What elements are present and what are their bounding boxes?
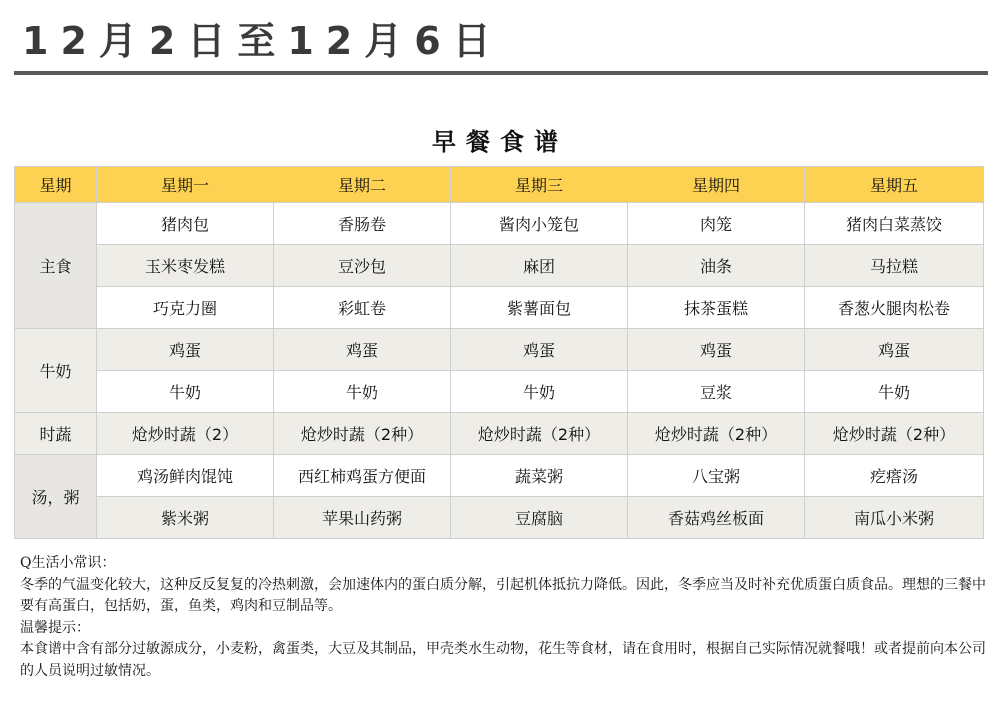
menu-cell: 西红柿鸡蛋方便面 <box>274 455 451 497</box>
menu-cell: 抹茶蛋糕 <box>628 287 805 329</box>
menu-cell: 香葱火腿肉松卷 <box>805 287 984 329</box>
menu-cell: 牛奶 <box>451 371 628 413</box>
menu-cell: 鸡蛋 <box>451 329 628 371</box>
menu-cell: 巧克力圈 <box>97 287 274 329</box>
date-range-title: 12月2日至12月6日 <box>22 19 503 63</box>
title-divider <box>14 71 988 75</box>
header-weekday-label: 星期 <box>15 167 97 203</box>
category-staple: 主食 <box>15 203 97 329</box>
menu-cell: 苹果山药粥 <box>274 497 451 539</box>
header-friday: 星期五 <box>805 167 984 203</box>
menu-cell: 豆沙包 <box>274 245 451 287</box>
table-row <box>15 245 984 287</box>
menu-cell: 鸡蛋 <box>97 329 274 371</box>
menu-cell: 牛奶 <box>274 371 451 413</box>
menu-cell: 牛奶 <box>805 371 984 413</box>
menu-cell: 鸡蛋 <box>628 329 805 371</box>
tip-text: 冬季的气温变化较大，这种反反复复的冷热刺激，会加速体内的蛋白质分解，引起机体抵抗力降低。因此，冬季应当及时补充优质蛋白质食品。理想的三餐中要有高蛋白，包括奶，蛋，鱼类，鸡肉和豆制品等。 <box>20 576 986 614</box>
menu-cell: 豆腐脑 <box>451 497 628 539</box>
warning-heading: 温馨提示： <box>20 619 90 636</box>
table-row <box>15 287 984 329</box>
menu-cell: 蔬菜粥 <box>451 455 628 497</box>
menu-cell: 彩虹卷 <box>274 287 451 329</box>
menu-cell: 牛奶 <box>97 371 274 413</box>
menu-cell: 炝炒时蔬（2） <box>97 413 274 455</box>
category-milk: 牛奶 <box>15 329 97 413</box>
header-monday: 星期一 <box>97 167 274 203</box>
table-row <box>15 329 984 371</box>
menu-title: 早餐食谱 <box>432 127 568 156</box>
header-row <box>15 167 984 203</box>
header-wednesday: 星期三 <box>451 167 628 203</box>
menu-cell: 油条 <box>628 245 805 287</box>
menu-cell: 紫米粥 <box>97 497 274 539</box>
breakfast-menu-table <box>14 166 984 539</box>
menu-cell: 炝炒时蔬（2种） <box>628 413 805 455</box>
category-vegetables: 时蔬 <box>15 413 97 455</box>
table-row <box>15 413 984 455</box>
table-row <box>15 371 984 413</box>
menu-cell: 马拉糕 <box>805 245 984 287</box>
menu-cell: 炝炒时蔬（2种） <box>451 413 628 455</box>
menu-cell: 豆浆 <box>628 371 805 413</box>
menu-cell: 鸡汤鲜肉馄饨 <box>97 455 274 497</box>
menu-cell: 炝炒时蔬（2种） <box>805 413 984 455</box>
menu-cell: 疙瘩汤 <box>805 455 984 497</box>
menu-cell: 八宝粥 <box>628 455 805 497</box>
menu-cell: 紫薯面包 <box>451 287 628 329</box>
warning-text: 本食谱中含有部分过敏源成分，小麦粉，禽蛋类，大豆及其制品，甲壳类水生动物，花生等食材，请在食用时，根据自己实际情况就餐哦！或者提前向本公司的人员说明过敏情况。 <box>20 641 986 679</box>
menu-cell: 酱肉小笼包 <box>451 203 628 245</box>
menu-cell: 南瓜小米粥 <box>805 497 984 539</box>
menu-cell: 肉笼 <box>628 203 805 245</box>
menu-cell: 香肠卷 <box>274 203 451 245</box>
menu-cell: 猪肉白菜蒸饺 <box>805 203 984 245</box>
category-soup-porridge: 汤，粥 <box>15 455 97 539</box>
menu-cell: 鸡蛋 <box>274 329 451 371</box>
menu-cell: 玉米枣发糕 <box>97 245 274 287</box>
notes-section <box>20 553 986 682</box>
menu-cell: 猪肉包 <box>97 203 274 245</box>
tip-heading: Q生活小常识： <box>20 555 116 571</box>
menu-cell: 炝炒时蔬（2种） <box>274 413 451 455</box>
menu-cell: 香菇鸡丝板面 <box>628 497 805 539</box>
menu-cell: 麻团 <box>451 245 628 287</box>
table-row <box>15 497 984 539</box>
menu-cell: 鸡蛋 <box>805 329 984 371</box>
header-thursday: 星期四 <box>628 167 805 203</box>
header-tuesday: 星期二 <box>274 167 451 203</box>
table-row <box>15 203 984 245</box>
table-row <box>15 455 984 497</box>
